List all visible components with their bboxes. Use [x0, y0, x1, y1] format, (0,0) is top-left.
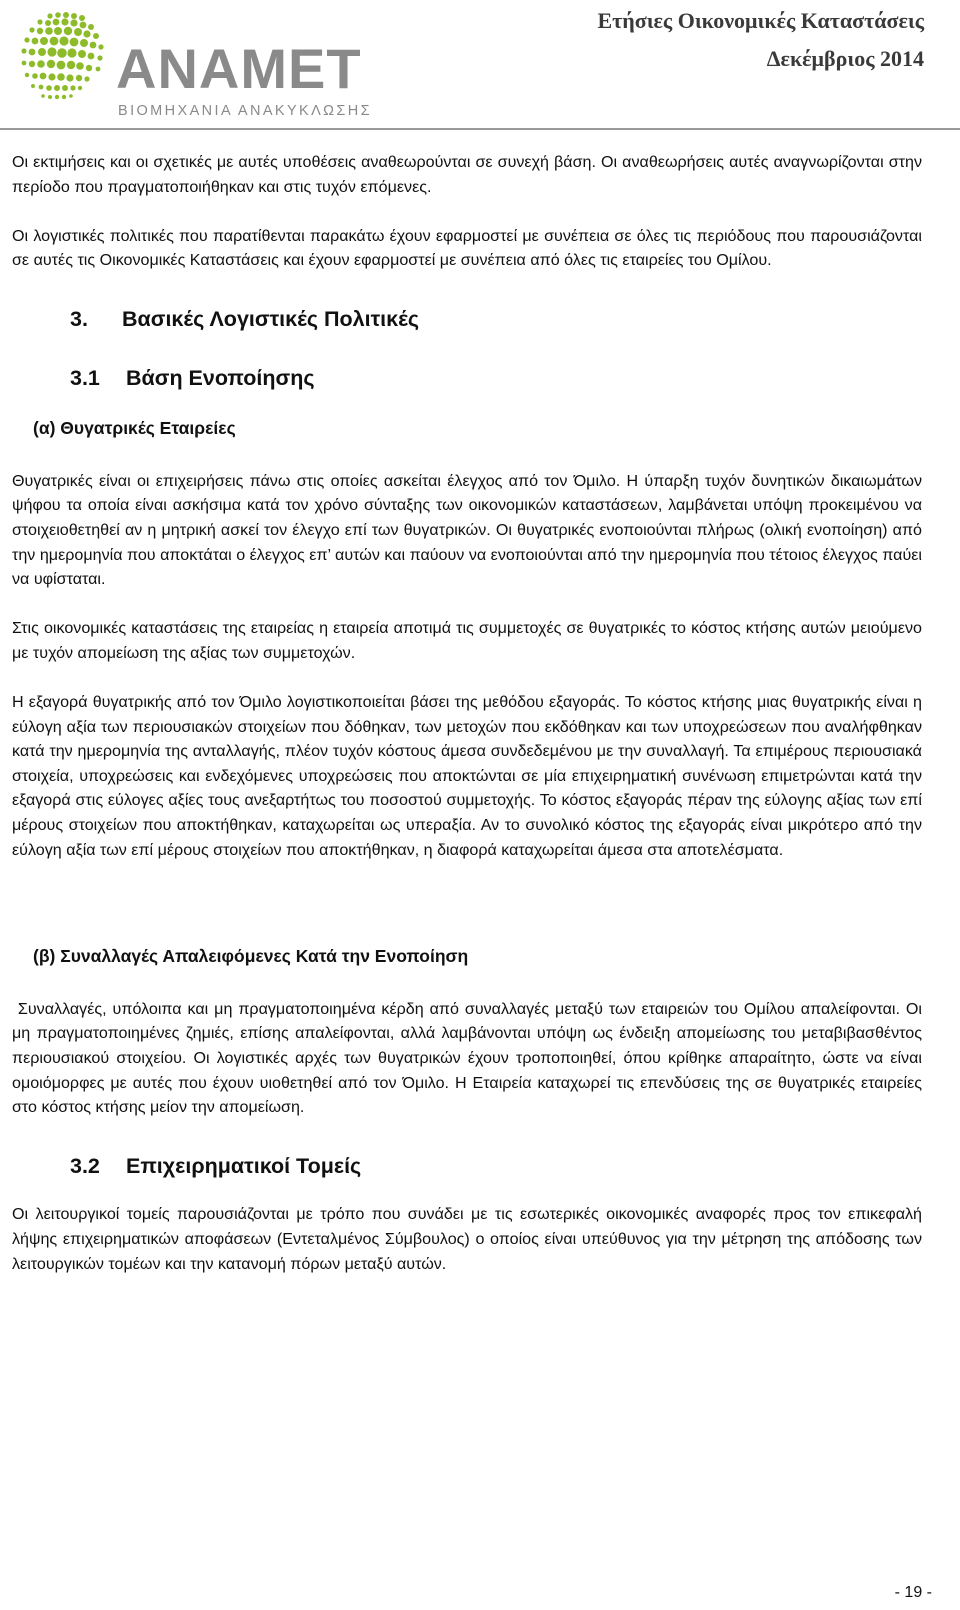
- section-title: Επιχειρηματικοί Τομείς: [126, 1153, 362, 1178]
- document-header-title: [597, 4, 924, 80]
- report-title: Ετήσιες Οικονομικές Καταστάσεις: [597, 8, 924, 33]
- document-body: [12, 150, 927, 1276]
- anamet-logo: [12, 6, 384, 124]
- subsection-heading-a: (α) Θυγατρικές Εταιρείες: [33, 418, 236, 439]
- paragraph-subsidiaries-1: Θυγατρικές είναι οι επιχειρήσεις πάνω στις οποίες ασκείται έλεγχος από τον Όμιλο. Η ύπαρξη τυχόν δυνητικών δικαιωμάτων ψήφου τα οποία είναι ασκήσιμα κατά τον χρόνο σύνταξης των οικονομικών καταστάσεων, λαμβάνεται υπόψη προκειμένου να στοιχειοθετηθεί αν η μητρική ασκεί τον έλεγχο επί των θυγατρικών. Οι θυγατρικές ενοποιούνται πλήρως (ολική ενοποίηση) από την ημερομηνία που αποκτάται ο έλεγχος επ’ αυτών και παύουν να ενοποιούνται από την ημερομηνία που τέτοιος έλεγχος παύει να υφίσταται.: [12, 471, 922, 589]
- logo-dotted-sphere-icon: [21, 12, 103, 99]
- section-number: 3.2: [70, 1153, 100, 1178]
- paragraph-intro-1: Οι εκτιμήσεις και οι σχετικές με αυτές υποθέσεις αναθεωρούνται σε συνεχή βάση. Οι αναθεωρήσεις αυτές αναγνωρίζονται στην περίοδο που πραγματοποιήθηκαν και στις τυχόν επόμενες.: [12, 153, 922, 196]
- subsection-heading-b: (β) Συναλλαγές Απαλειφόμενες Κατά την Ενοποίηση: [33, 946, 469, 967]
- logo-subtitle: ΒΙΟΜΗΧΑΝΙΑ ΑΝΑΚΥΚΛΩΣΗΣ: [118, 103, 373, 119]
- section-heading-3-1: [70, 366, 922, 391]
- report-date: Δεκέμβριος 2014: [766, 46, 924, 71]
- section-title: Βάση Ενοποίησης: [126, 365, 315, 390]
- paragraph-subsidiaries-3: Η εξαγορά θυγατρικής από τον Όμιλο λογιστικοποιείται βάσει της μεθόδου εξαγοράς. Το κόστος κτήσης μιας θυγατρικής είναι η εύλογη αξία των περιουσιακών στοιχείων που δόθηκαν, των μετοχών που εκδόθηκαν και των υποχρεώσεων που αναλήφθηκαν κατά την ημερομηνία της ανταλλαγής, πλέον τυχόν κόστους άμεσα συνδεδεμένου με την συναλλαγή. Τα επιμέρους περιουσιακά στοιχεία, υποχρεώσεις και ενδεχόμενες υποχρεώσεις που αποκτώνται σε μία επιχειρηματική συνένωση επιμετρώνται κατά την εξαγορά στις εύλογες αξίες τους ανεξαρτήτως του ποσοστού συμμετοχής. Το κόστος εξαγοράς πέραν της εύλογης αξίας των επί μέρους στοιχείων που αποκτήθηκαν, καταχωρείται ως υπεραξία. Αν το συνολικό κόστος της εξαγοράς είναι μικρότερο από την εύλογη αξία των επί μέρους στοιχείων που αποκτήθηκαν, η διαφορά καταχωρείται άμεσα στα αποτελέσματα.: [12, 693, 922, 859]
- paragraph-subsidiaries-2: Στις οικονομικές καταστάσεις της εταιρείας η εταιρεία αποτιμά τις συμμετοχές σε θυγατρικές το κόστος κτήσης αυτών μειούμενο με τυχόν απομείωση της αξίας των συμμετοχών.: [12, 619, 922, 662]
- section-number: 3.: [70, 306, 88, 331]
- paragraph-eliminated-transactions: Συναλλαγές, υπόλοιπα και μη πραγματοποιημένα κέρδη από συναλλαγές μεταξύ των εταιρειών του Ομίλου απαλείφονται. Οι μη πραγματοποιημένες ζημιές, επίσης απαλείφονται, αλλά λαμβάνονται υπόψη ως ένδειξη απομείωσης του μεταβιβασθέντος περιουσιακού στοιχείου. Οι λογιστικές αρχές των θυγατρικών έχουν τροποποιηθεί, όπου κρίθηκε απαραίτητο, ώστε να είναι ομοιόμορφες με αυτές που έχουν υιοθετηθεί από τον Όμιλο. Η Εταιρεία καταχωρεί τις επενδύσεις της σε θυγατρικές εταιρείες στο κόστος κτήσης μείον την απομείωση.: [12, 999, 927, 1117]
- section-number: 3.1: [70, 365, 100, 390]
- page-number: - 19 -: [894, 1584, 932, 1601]
- section-heading-3: [70, 307, 922, 332]
- section-heading-3-2: [70, 1154, 922, 1179]
- header-divider: [0, 128, 960, 130]
- logo-wordmark: ANAMET: [116, 37, 362, 100]
- paragraph-business-segments: Οι λειτουργικοί τομείς παρουσιάζονται με τρόπο που συνάδει με τις εσωτερικές οικονομικές αναφορές προς τον επικεφαλή λήψης επιχειρηματικών αποφάσεων (Εντεταλμένος Σύμβουλος) ο οποίος είναι υπεύθυνος για την μέτρηση της απόδοσης των λειτουργικών τομέων και την κατανομή πόρων μεταξύ αυτών.: [12, 1205, 922, 1273]
- section-title: Βασικές Λογιστικές Πολιτικές: [122, 306, 420, 331]
- page-header: [0, 0, 960, 130]
- paragraph-intro-2: Οι λογιστικές πολιτικές που παρατίθενται παρακάτω έχουν εφαρμοστεί με συνέπεια σε όλες τις περιόδους που παρουσιάζονται σε αυτές τις Οικονομικές Καταστάσεις και έχουν εφαρμοστεί με συνέπεια από όλες τις εταιρείες του Ομίλου.: [12, 226, 922, 270]
